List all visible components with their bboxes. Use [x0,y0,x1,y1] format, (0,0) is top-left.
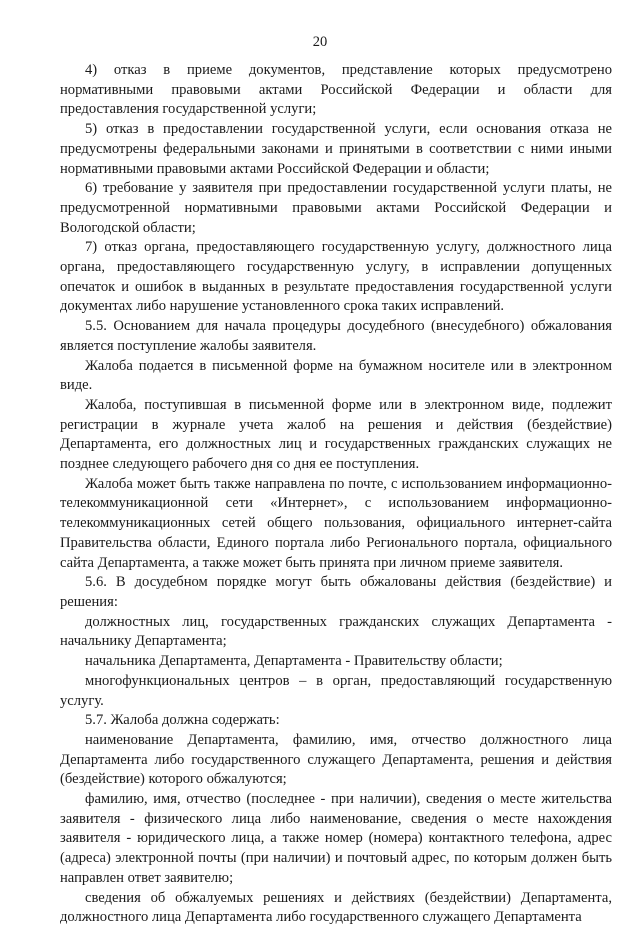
page-number: 20 [312,34,328,50]
paragraph: 5.6. В досудебном порядке могут быть обжалованы действия (бездействие) и решения: [60,574,612,610]
paragraph: 4) отказ в приеме документов, представление которых предусмотрено нормативными правовыми актами Российской Федерации и области для предоставления государственной услуги; [60,62,612,118]
paragraph: Жалоба, поступившая в письменной форме или в электронном виде, подлежит регистрации в журнале учета жалоб на решения и действия (бездействие) Департамента, его должностных лиц и государственных гражданских служащих не позднее следующего рабочего дня со дня ее поступления. [60,396,612,473]
paragraph: Жалоба подается в письменной форме на бумажном носителе или в электронном виде. [60,357,612,394]
paragraph: 5.7. Жалоба должна содержать: [85,712,280,729]
paragraph: начальника Департамента, Департамента - Правительству области; [85,653,503,670]
paragraph: Жалоба может быть также направлена по почте, с использованием информационно-телекоммуникационной сети «Интернет», с использованием информационно-телекоммуникационных сетей общего пользования, официального интернет-сайта Правительства области, Единого портала либо Регионального портала, официального сайта Департамента, а также может быть принята при личном приеме заявителя. [60,475,612,571]
paragraph: 6) требование у заявителя при предоставлении государственной услуги платы, не предусмотренной нормативными правовыми актами Российской Федерации и Вологодской области; [60,180,612,236]
document-body [60,61,612,928]
paragraph: 5) отказ в предоставлении государственной услуги, если основания отказа не предусмотрены федеральными законами и принятыми в соответствии с ними иными нормативными правовыми актами Российской Федерации и области; [60,121,612,177]
paragraph: должностных лиц, государственных гражданских служащих Департамента - начальнику Департамента; [60,613,612,650]
paragraph: 7) отказ органа, предоставляющего государственную услугу, должностного лица органа, предоставляющего государственную услугу, в исправлении допущенных опечаток и ошибок в выданных в результате предоставления государственной услуги документах либо нарушение установленного срока таких исправлений. [60,239,612,315]
paragraph: сведения об обжалуемых решениях и действиях (бездействии) Департамента, должностного лица Департамента либо государственного служащего Департамента [60,889,612,926]
paragraph: 5.5. Основанием для начала процедуры досудебного (внесудебного) обжалования является поступление жалобы заявителя. [60,318,612,354]
paragraph: наименование Департамента, фамилию, имя, отчество должностного лица Департамента либо государственного служащего Департамента, решения и действия (бездействие) которого обжалуются; [60,731,612,788]
paragraph: фамилию, имя, отчество (последнее - при наличии), сведения о месте жительства заявителя - физического лица либо наименование, сведения о месте нахождения заявителя - юридического лица, а также номер (номера) контактного телефона, адрес (адреса) электронной почты (при наличии) и почтовый адрес, по которым должен быть направлен ответ заявителю; [60,791,612,886]
paragraph: многофункциональных центров – в орган, предоставляющий государственную услугу. [60,672,612,709]
